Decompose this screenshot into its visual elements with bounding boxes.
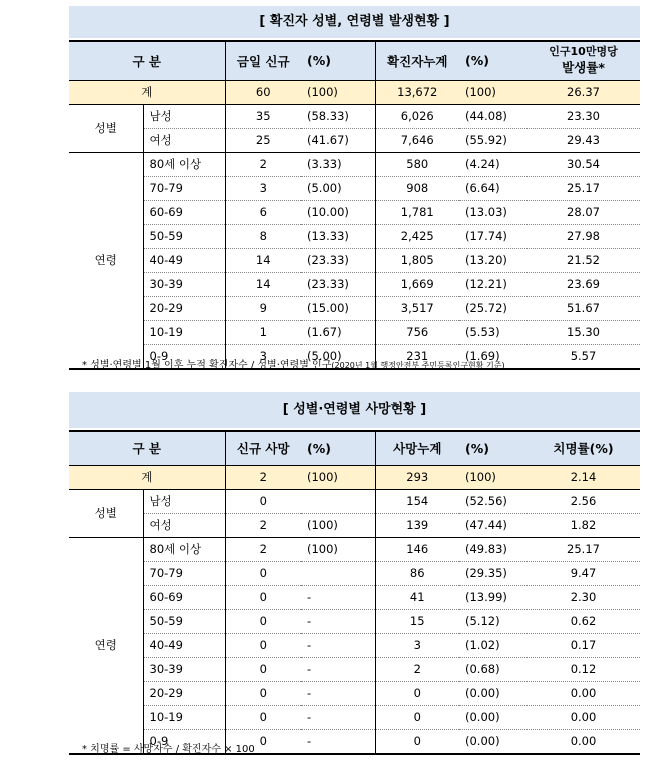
table-row: [69, 657, 640, 681]
row-cum-pct: (13.20): [459, 248, 527, 272]
total2-label: 계: [69, 465, 225, 489]
row-label: 30-39: [143, 272, 225, 296]
row-new: 2: [225, 537, 301, 561]
row-label: 20-29: [143, 681, 225, 705]
footnote-main: * 성별·연령별 1월 이후 누적 확진자수 / 성별·연령별 인구: [82, 360, 332, 371]
row-cum: 146: [375, 537, 459, 561]
header-category: 구 분: [69, 41, 225, 80]
row-cum-pct: (44.08): [459, 104, 527, 128]
header-rate-line1: 인구10만명당: [549, 45, 618, 59]
row-label: 10-19: [143, 320, 225, 344]
row-new: 0: [225, 585, 301, 609]
total-cum: 13,672: [375, 80, 459, 104]
row-rate: 51.67: [527, 296, 640, 320]
row-new: 2: [225, 513, 301, 537]
group-label: 성별: [69, 489, 143, 537]
row-label: 50-59: [143, 609, 225, 633]
row-new: 0: [225, 729, 301, 754]
row-label: 여성: [143, 128, 225, 152]
row-label: 60-69: [143, 585, 225, 609]
header-rate: [527, 41, 640, 80]
row-new: 1: [225, 320, 301, 344]
header-cum-pct: (%): [459, 41, 527, 80]
row-cum-pct: (25.72): [459, 296, 527, 320]
row-label: 0-9: [143, 729, 225, 754]
row-rate: 23.69: [527, 272, 640, 296]
header-new: 금일 신규: [225, 41, 301, 80]
table2-title: [ 성별·연령별 사망현황 ]: [69, 392, 640, 428]
row-cum: 908: [375, 176, 459, 200]
row-label: 70-79: [143, 561, 225, 585]
row-cum: 0: [375, 729, 459, 754]
total2-cum-pct: (100): [459, 465, 527, 489]
table-row: [69, 320, 640, 344]
row-cum-pct: (5.12): [459, 609, 527, 633]
table-row: [69, 561, 640, 585]
row-label: 60-69: [143, 200, 225, 224]
total2-rate: 2.14: [527, 465, 640, 489]
table-row: [69, 537, 640, 561]
cases-table: [69, 40, 640, 370]
row-rate: 28.07: [527, 200, 640, 224]
row-cum-pct: (0.00): [459, 729, 527, 754]
row-new-pct: -: [301, 585, 375, 609]
header-cum: 확진자누계: [375, 41, 459, 80]
row-cum: 3,517: [375, 296, 459, 320]
row-new-pct: (15.00): [301, 296, 375, 320]
table-row: [69, 585, 640, 609]
row-rate: 5.57: [527, 344, 640, 369]
total-cum-pct: (100): [459, 80, 527, 104]
row-new: 0: [225, 657, 301, 681]
row-cum: 2: [375, 657, 459, 681]
total2-new-pct: (100): [301, 465, 375, 489]
table-row: [69, 609, 640, 633]
row-rate: 0.62: [527, 609, 640, 633]
table-row: [69, 296, 640, 320]
table-row: [69, 248, 640, 272]
row-new-pct: (5.00): [301, 176, 375, 200]
row-rate: 0.00: [527, 729, 640, 754]
row-new-pct: (58.33): [301, 104, 375, 128]
row-cum: 86: [375, 561, 459, 585]
table-row: [69, 705, 640, 729]
row-cum: 580: [375, 152, 459, 176]
row-new-pct: (23.33): [301, 248, 375, 272]
total-new: 60: [225, 80, 301, 104]
row-label: 40-49: [143, 248, 225, 272]
row-cum: 15: [375, 609, 459, 633]
row-new: 14: [225, 248, 301, 272]
row-new-pct: [301, 561, 375, 585]
row-label: 70-79: [143, 176, 225, 200]
row-rate: 30.54: [527, 152, 640, 176]
header-new-pct: (%): [301, 41, 375, 80]
row-rate: 21.52: [527, 248, 640, 272]
row-cum-pct: (4.24): [459, 152, 527, 176]
row-new-pct: [301, 489, 375, 513]
row-cum-pct: (13.99): [459, 585, 527, 609]
row-rate: 0.00: [527, 705, 640, 729]
header-rate-line2: 발생률*: [562, 60, 605, 76]
row-cum-pct: (0.00): [459, 705, 527, 729]
row-new-pct: -: [301, 705, 375, 729]
row-cum-pct: (1.69): [459, 344, 527, 369]
row-label: 40-49: [143, 633, 225, 657]
row-new: 35: [225, 104, 301, 128]
table-row: [69, 272, 640, 296]
row-new: 25: [225, 128, 301, 152]
row-new-pct: (5.00): [301, 344, 375, 369]
row-cum-pct: (17.74): [459, 224, 527, 248]
row-label: 50-59: [143, 224, 225, 248]
table-row: [69, 200, 640, 224]
row-new-pct: (41.67): [301, 128, 375, 152]
row-cum-pct: (55.92): [459, 128, 527, 152]
row-cum-pct: (6.64): [459, 176, 527, 200]
row-rate: 1.82: [527, 513, 640, 537]
row-cum: 41: [375, 585, 459, 609]
table1-footnote: [82, 356, 505, 371]
total2-cum: 293: [375, 465, 459, 489]
row-label: 80세 이상: [143, 537, 225, 561]
group-label: 연령: [69, 152, 143, 369]
row-cum-pct: (12.21): [459, 272, 527, 296]
row-new: 2: [225, 152, 301, 176]
footnote-source: (2020년 1월 행정안전부 주민등록인구현황 기준): [331, 361, 505, 370]
row-label: 남성: [143, 489, 225, 513]
row-cum-pct: (5.53): [459, 320, 527, 344]
row-cum-pct: (29.35): [459, 561, 527, 585]
header2-new: 신규 사망: [225, 431, 301, 465]
row-cum-pct: (47.44): [459, 513, 527, 537]
row-rate: 27.98: [527, 224, 640, 248]
row-new: 9: [225, 296, 301, 320]
table-row: [69, 681, 640, 705]
total2-new: 2: [225, 465, 301, 489]
row-label: 30-39: [143, 657, 225, 681]
table-row: [69, 513, 640, 537]
row-new: 8: [225, 224, 301, 248]
row-cum: 231: [375, 344, 459, 369]
deaths-table: [69, 430, 640, 755]
row-rate: 29.43: [527, 128, 640, 152]
row-rate: 9.47: [527, 561, 640, 585]
row-cum: 2,425: [375, 224, 459, 248]
total-row: [69, 80, 640, 104]
row-cum: 6,026: [375, 104, 459, 128]
row-cum-pct: (13.03): [459, 200, 527, 224]
header2-rate: 치명률(%): [527, 431, 640, 465]
table-row: [69, 152, 640, 176]
row-cum: 139: [375, 513, 459, 537]
row-cum-pct: (1.02): [459, 633, 527, 657]
total-new-pct: (100): [301, 80, 375, 104]
row-new-pct: -: [301, 729, 375, 754]
row-new-pct: (100): [301, 537, 375, 561]
row-label: 0-9: [143, 344, 225, 369]
row-cum: 0: [375, 705, 459, 729]
row-cum: 1,805: [375, 248, 459, 272]
header2-cum-pct: (%): [459, 431, 527, 465]
row-new-pct: -: [301, 609, 375, 633]
row-new-pct: (100): [301, 513, 375, 537]
row-rate: 23.30: [527, 104, 640, 128]
row-new: 0: [225, 561, 301, 585]
row-cum: 0: [375, 681, 459, 705]
row-label: 여성: [143, 513, 225, 537]
row-new: 3: [225, 176, 301, 200]
row-new: 0: [225, 489, 301, 513]
row-new-pct: (1.67): [301, 320, 375, 344]
row-new-pct: -: [301, 633, 375, 657]
table-row: [69, 176, 640, 200]
row-new-pct: -: [301, 681, 375, 705]
row-rate: 0.17: [527, 633, 640, 657]
row-rate: 0.12: [527, 657, 640, 681]
row-cum-pct: (52.56): [459, 489, 527, 513]
row-label: 10-19: [143, 705, 225, 729]
row-label: 20-29: [143, 296, 225, 320]
table1-title: [ 확진자 성별, 연령별 발생현황 ]: [69, 6, 640, 38]
table-row: [69, 128, 640, 152]
row-new: 0: [225, 705, 301, 729]
row-new: 0: [225, 609, 301, 633]
row-label: 80세 이상: [143, 152, 225, 176]
table-row: [69, 633, 640, 657]
row-cum-pct: (49.83): [459, 537, 527, 561]
row-rate: 2.30: [527, 585, 640, 609]
row-cum: 756: [375, 320, 459, 344]
row-rate: 0.00: [527, 681, 640, 705]
row-rate: 25.17: [527, 176, 640, 200]
total-rate: 26.37: [527, 80, 640, 104]
row-new: 0: [225, 633, 301, 657]
group-label: 연령: [69, 537, 143, 754]
table2-footnote: * 치명률 = 사망자수 / 확진자수 × 100: [82, 744, 255, 755]
header2-cum: 사망누계: [375, 431, 459, 465]
row-new-pct: (3.33): [301, 152, 375, 176]
header2-category: 구 분: [69, 431, 225, 465]
row-new: 3: [225, 344, 301, 369]
row-new-pct: (23.33): [301, 272, 375, 296]
table-row: [69, 104, 640, 128]
row-cum: 3: [375, 633, 459, 657]
row-rate: 2.56: [527, 489, 640, 513]
row-label: 남성: [143, 104, 225, 128]
row-rate: 15.30: [527, 320, 640, 344]
row-cum-pct: (0.68): [459, 657, 527, 681]
row-rate: 25.17: [527, 537, 640, 561]
group-label: 성별: [69, 104, 143, 152]
row-new: 6: [225, 200, 301, 224]
row-new: 14: [225, 272, 301, 296]
row-cum: 154: [375, 489, 459, 513]
row-new-pct: -: [301, 657, 375, 681]
row-cum-pct: (0.00): [459, 681, 527, 705]
table-row: [69, 489, 640, 513]
total2-row: [69, 465, 640, 489]
row-new-pct: (13.33): [301, 224, 375, 248]
table-row: [69, 224, 640, 248]
row-cum: 7,646: [375, 128, 459, 152]
header2-new-pct: (%): [301, 431, 375, 465]
total-label: 계: [69, 80, 225, 104]
row-new-pct: (10.00): [301, 200, 375, 224]
row-cum: 1,669: [375, 272, 459, 296]
row-new: 0: [225, 681, 301, 705]
row-cum: 1,781: [375, 200, 459, 224]
